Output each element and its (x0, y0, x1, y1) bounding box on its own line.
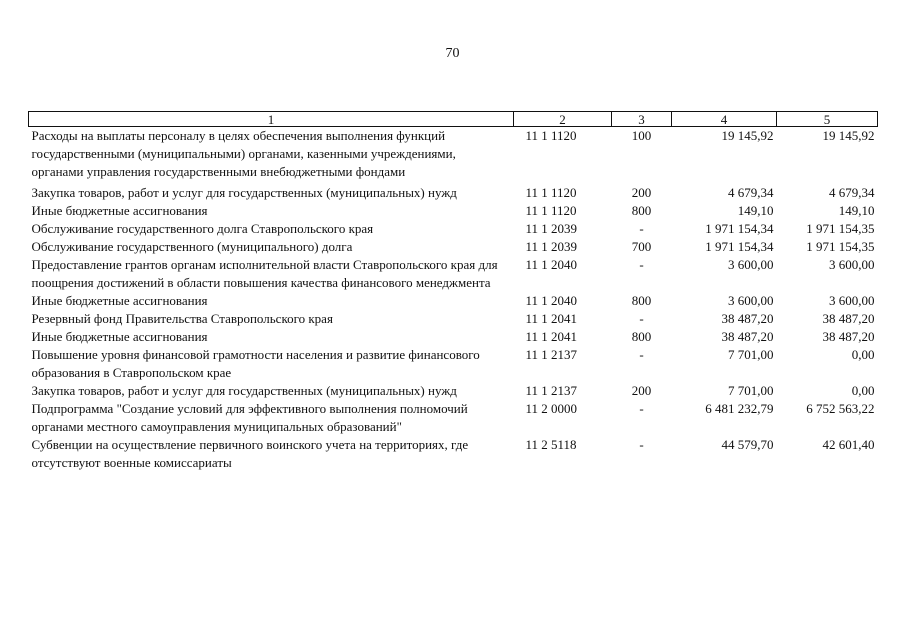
table-row (29, 127, 878, 185)
row-value-4: 3 600,00 (728, 257, 774, 272)
row-code: 11 1 2039 (525, 221, 578, 236)
row-code: 11 1 1120 (525, 203, 577, 218)
header-col-1: 1 (29, 112, 514, 127)
row-value-4: 44 579,70 (721, 437, 774, 452)
table-row (29, 310, 878, 328)
row-value-4: 1 971 154,34 (705, 239, 774, 254)
row-name: Предоставление грантов органам исполнительной власти Ставропольского края для поощрения достижений в области повышения качества финансового менеджмента (31, 257, 498, 290)
row-type: - (639, 437, 644, 452)
row-name: Иные бюджетные ассигнования (31, 293, 208, 308)
row-code: 11 1 2041 (525, 329, 578, 344)
row-code: 11 1 2137 (525, 383, 578, 398)
row-value-5: 1 971 154,35 (806, 221, 875, 236)
row-type: - (639, 401, 644, 416)
row-value-4: 1 971 154,34 (705, 221, 774, 236)
header-col-3: 3 (612, 112, 672, 127)
row-type: 800 (631, 203, 652, 218)
page-number: 70 (445, 46, 460, 61)
budget-table (28, 111, 878, 472)
row-code: 11 2 0000 (525, 401, 578, 416)
row-type: 800 (631, 293, 652, 308)
row-value-5: 149,10 (838, 203, 875, 218)
table-row (29, 400, 878, 436)
row-type: 200 (631, 383, 652, 398)
row-name: Расходы на выплаты персоналу в целях обеспечения выполнения функций государственными (муниципальными) органами, казенными учреждениями, органами управления государственными внебюджетными фондами (31, 128, 456, 179)
table-row (29, 346, 878, 382)
table-row (29, 256, 878, 292)
row-value-4: 4 679,34 (728, 185, 774, 200)
row-value-4: 38 487,20 (721, 329, 774, 344)
row-value-5: 19 145,92 (822, 128, 875, 143)
row-value-4: 7 701,00 (728, 347, 774, 362)
header-col-5: 5 (777, 112, 878, 127)
row-value-4: 38 487,20 (721, 311, 774, 326)
row-value-5: 38 487,20 (822, 329, 875, 344)
row-type: - (639, 257, 644, 272)
row-name: Иные бюджетные ассигнования (31, 329, 208, 344)
table-row (29, 220, 878, 238)
header-row (29, 112, 878, 127)
row-name: Обслуживание государственного долга Ставропольского края (31, 221, 374, 236)
table-row (29, 292, 878, 310)
row-type: - (639, 221, 644, 236)
header-col-2: 2 (514, 112, 612, 127)
row-value-5: 0,00 (851, 383, 875, 398)
row-value-4: 6 481 232,79 (705, 401, 774, 416)
row-code: 11 1 2040 (525, 293, 578, 308)
table-row (29, 328, 878, 346)
row-name: Обслуживание государственного (муниципального) долга (31, 239, 353, 254)
row-code: 11 1 1120 (525, 185, 577, 200)
row-value-4: 19 145,92 (721, 128, 774, 143)
row-value-4: 7 701,00 (728, 383, 774, 398)
row-name: Субвенции на осуществление первичного воинского учета на территориях, где отсутствуют военные комиссариаты (31, 437, 469, 470)
row-value-5: 4 679,34 (829, 185, 875, 200)
row-type: 700 (631, 239, 652, 254)
row-value-5: 0,00 (851, 347, 875, 362)
table-row (29, 184, 878, 202)
row-name: Подпрограмма "Создание условий для эффективного выполнения полномочий органами местного самоуправления муниципальных образований" (31, 401, 468, 434)
table-row (29, 238, 878, 256)
row-value-5: 1 971 154,35 (806, 239, 875, 254)
header-col-4: 4 (672, 112, 777, 127)
row-type: 800 (631, 329, 652, 344)
row-value-5: 3 600,00 (829, 257, 875, 272)
table-row (29, 202, 878, 220)
row-value-5: 42 601,40 (822, 437, 875, 452)
row-name: Резервный фонд Правительства Ставропольского края (31, 311, 333, 326)
row-type: - (639, 311, 644, 326)
row-name: Закупка товаров, работ и услуг для государственных (муниципальных) нужд (31, 383, 457, 398)
table-row (29, 436, 878, 472)
row-code: 11 2 5118 (525, 437, 577, 452)
row-code: 11 1 2039 (525, 239, 578, 254)
row-value-5: 3 600,00 (829, 293, 875, 308)
row-name: Иные бюджетные ассигнования (31, 203, 208, 218)
row-value-4: 3 600,00 (728, 293, 774, 308)
row-type: 100 (631, 128, 652, 143)
row-name: Закупка товаров, работ и услуг для государственных (муниципальных) нужд (31, 185, 457, 200)
row-value-5: 38 487,20 (822, 311, 875, 326)
row-value-4: 149,10 (737, 203, 774, 218)
row-value-5: 6 752 563,22 (806, 401, 875, 416)
row-code: 11 1 2040 (525, 257, 578, 272)
row-name: Повышение уровня финансовой грамотности населения и развитие финансового образования в Ставропольском крае (31, 347, 480, 380)
row-code: 11 1 2041 (525, 311, 578, 326)
row-type: - (639, 347, 644, 362)
row-code: 11 1 2137 (525, 347, 578, 362)
table-row (29, 382, 878, 400)
row-code: 11 1 1120 (525, 128, 577, 143)
row-type: 200 (631, 185, 652, 200)
